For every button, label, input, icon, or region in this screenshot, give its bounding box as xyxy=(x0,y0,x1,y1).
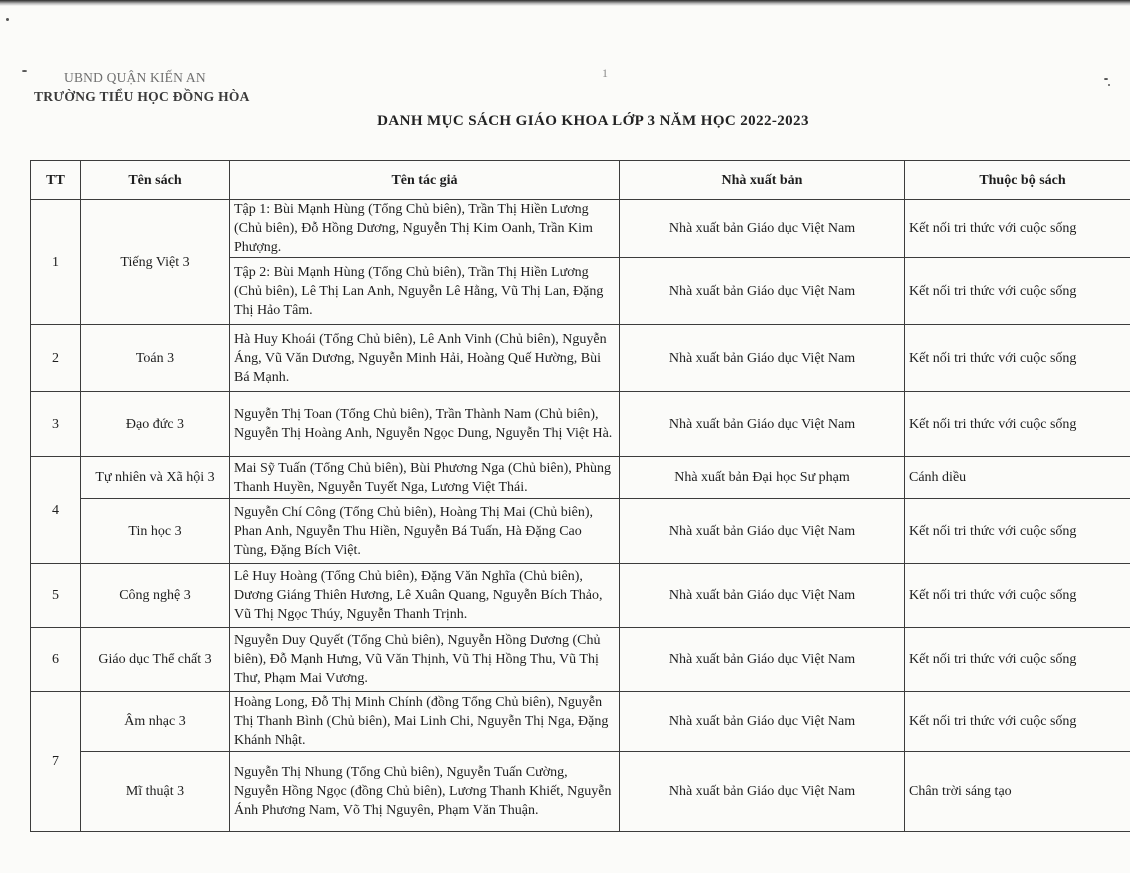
book-publisher: Nhà xuất bản Giáo dục Việt Nam xyxy=(620,200,905,258)
table-row xyxy=(31,200,1130,258)
book-name: Đạo đức 3 xyxy=(81,392,230,457)
table-row xyxy=(31,392,1130,457)
book-authors: Nguyễn Chí Công (Tổng Chủ biên), Hoàng Thị Mai (Chủ biên), Phan Anh, Nguyễn Thu Hiền, Nguyễn Bá Tuấn, Hà Đặng Cao Tùng, Đặng Bích Việt. xyxy=(230,499,620,564)
page-number: 1 xyxy=(602,66,608,80)
book-authors: Lê Huy Hoàng (Tổng Chủ biên), Đặng Văn Nghĩa (Chủ biên), Dương Giáng Thiên Hương, Lê Xuân Quang, Nguyễn Bích Thảo, Vũ Thị Ngọc Thúy, Nguyễn Thanh Trịnh. xyxy=(230,564,620,628)
book-series: Kết nối tri thức với cuộc sống xyxy=(905,258,1130,325)
document-title: DANH MỤC SÁCH GIÁO KHOA LỚP 3 NĂM HỌC 2022-2023 xyxy=(377,113,809,129)
book-name: Mĩ thuật 3 xyxy=(81,752,230,832)
row-number: 3 xyxy=(31,392,81,457)
col-header-series: Thuộc bộ sách xyxy=(905,161,1130,200)
book-publisher: Nhà xuất bản Giáo dục Việt Nam xyxy=(620,564,905,628)
book-authors: Nguyễn Thị Toan (Tổng Chủ biên), Trần Thành Nam (Chủ biên), Nguyễn Thị Hoàng Anh, Nguyễn Ngọc Dung, Nguyễn Thị Việt Hà. xyxy=(230,392,620,457)
book-authors: Nguyễn Duy Quyết (Tổng Chủ biên), Nguyễn Hồng Dương (Chủ biên), Đỗ Mạnh Hưng, Vũ Văn Thịnh, Vũ Thị Hồng Thu, Vũ Thị Thư, Phạm Mai Vương. xyxy=(230,628,620,692)
book-series: Kết nối tri thức với cuộc sống xyxy=(905,564,1130,628)
book-name: Giáo dục Thể chất 3 xyxy=(81,628,230,692)
book-authors: Nguyễn Thị Nhung (Tổng Chủ biên), Nguyễn Tuấn Cường, Nguyễn Hồng Ngọc (đồng Chủ biên), Lương Thanh Khiết, Nguyễn Ánh Phương Nam, Võ Thị Nguyên, Phạm Văn Thuận. xyxy=(230,752,620,832)
book-publisher: Nhà xuất bản Đại học Sư phạm xyxy=(620,457,905,499)
book-series: Kết nối tri thức với cuộc sống xyxy=(905,325,1130,392)
row-number: 2 xyxy=(31,325,81,392)
table-header-row xyxy=(31,161,1130,200)
book-name: Tự nhiên và Xã hội 3 xyxy=(81,457,230,499)
textbook-table xyxy=(30,160,1130,832)
table-row xyxy=(31,752,1130,832)
book-name: Công nghệ 3 xyxy=(81,564,230,628)
col-header-book: Tên sách xyxy=(81,161,230,200)
scan-speck xyxy=(1104,78,1108,80)
row-number: 5 xyxy=(31,564,81,628)
book-series: Kết nối tri thức với cuộc sống xyxy=(905,628,1130,692)
book-publisher: Nhà xuất bản Giáo dục Việt Nam xyxy=(620,752,905,832)
row-number: 4 xyxy=(31,457,81,564)
book-authors: Hà Huy Khoái (Tổng Chủ biên), Lê Anh Vinh (Chủ biên), Nguyễn Áng, Vũ Văn Dương, Nguyễn Minh Hải, Hoàng Quế Hường, Bùi Bá Mạnh. xyxy=(230,325,620,392)
book-series: Chân trời sáng tạo xyxy=(905,752,1130,832)
book-name: Toán 3 xyxy=(81,325,230,392)
col-header-authors: Tên tác giả xyxy=(230,161,620,200)
org-line-1: UBND QUẬN KIẾN AN xyxy=(64,70,206,85)
book-series: Kết nối tri thức với cuộc sống xyxy=(905,200,1130,258)
book-series: Cánh diều xyxy=(905,457,1130,499)
table-row xyxy=(31,564,1130,628)
scan-speck xyxy=(6,18,9,21)
book-series: Kết nối tri thức với cuộc sống xyxy=(905,499,1130,564)
scan-speck xyxy=(1108,84,1110,86)
book-publisher: Nhà xuất bản Giáo dục Việt Nam xyxy=(620,392,905,457)
book-publisher: Nhà xuất bản Giáo dục Việt Nam xyxy=(620,628,905,692)
book-series: Kết nối tri thức với cuộc sống xyxy=(905,392,1130,457)
table-row xyxy=(31,692,1130,752)
book-name: Tin học 3 xyxy=(81,499,230,564)
book-authors: Mai Sỹ Tuấn (Tổng Chủ biên), Bùi Phương Nga (Chủ biên), Phùng Thanh Huyền, Nguyễn Tuyết Nga, Lương Việt Thái. xyxy=(230,457,620,499)
book-authors: Tập 2: Bùi Mạnh Hùng (Tổng Chủ biên), Trần Thị Hiền Lương (Chủ biên), Lê Thị Lan Anh, Nguyễn Lê Hằng, Vũ Thị Lan, Đặng Thị Hảo Tâm. xyxy=(230,258,620,325)
book-series: Kết nối tri thức với cuộc sống xyxy=(905,692,1130,752)
col-header-publisher: Nhà xuất bản xyxy=(620,161,905,200)
book-publisher: Nhà xuất bản Giáo dục Việt Nam xyxy=(620,258,905,325)
book-publisher: Nhà xuất bản Giáo dục Việt Nam xyxy=(620,692,905,752)
org-line-2: TRƯỜNG TIỂU HỌC ĐỒNG HÒA xyxy=(34,89,250,104)
book-name: Âm nhạc 3 xyxy=(81,692,230,752)
table-row xyxy=(31,457,1130,499)
book-publisher: Nhà xuất bản Giáo dục Việt Nam xyxy=(620,325,905,392)
row-number: 1 xyxy=(31,200,81,325)
table-row xyxy=(31,499,1130,564)
book-authors: Tập 1: Bùi Mạnh Hùng (Tổng Chủ biên), Trần Thị Hiền Lương (Chủ biên), Đỗ Hồng Dương, Nguyễn Thị Kim Oanh, Trần Kim Phượng. xyxy=(230,200,620,258)
row-number: 6 xyxy=(31,628,81,692)
organization-header xyxy=(34,68,250,106)
table-row xyxy=(31,628,1130,692)
table-row xyxy=(31,325,1130,392)
scan-speck xyxy=(22,70,27,72)
book-name: Tiếng Việt 3 xyxy=(81,200,230,325)
book-publisher: Nhà xuất bản Giáo dục Việt Nam xyxy=(620,499,905,564)
row-number: 7 xyxy=(31,692,81,832)
col-header-tt: TT xyxy=(31,161,81,200)
scan-edge xyxy=(0,0,1130,6)
book-authors: Hoàng Long, Đỗ Thị Minh Chính (đồng Tổng Chủ biên), Nguyễn Thị Thanh Bình (Chủ biên), Mai Linh Chi, Nguyễn Thị Nga, Đặng Khánh Nhật. xyxy=(230,692,620,752)
